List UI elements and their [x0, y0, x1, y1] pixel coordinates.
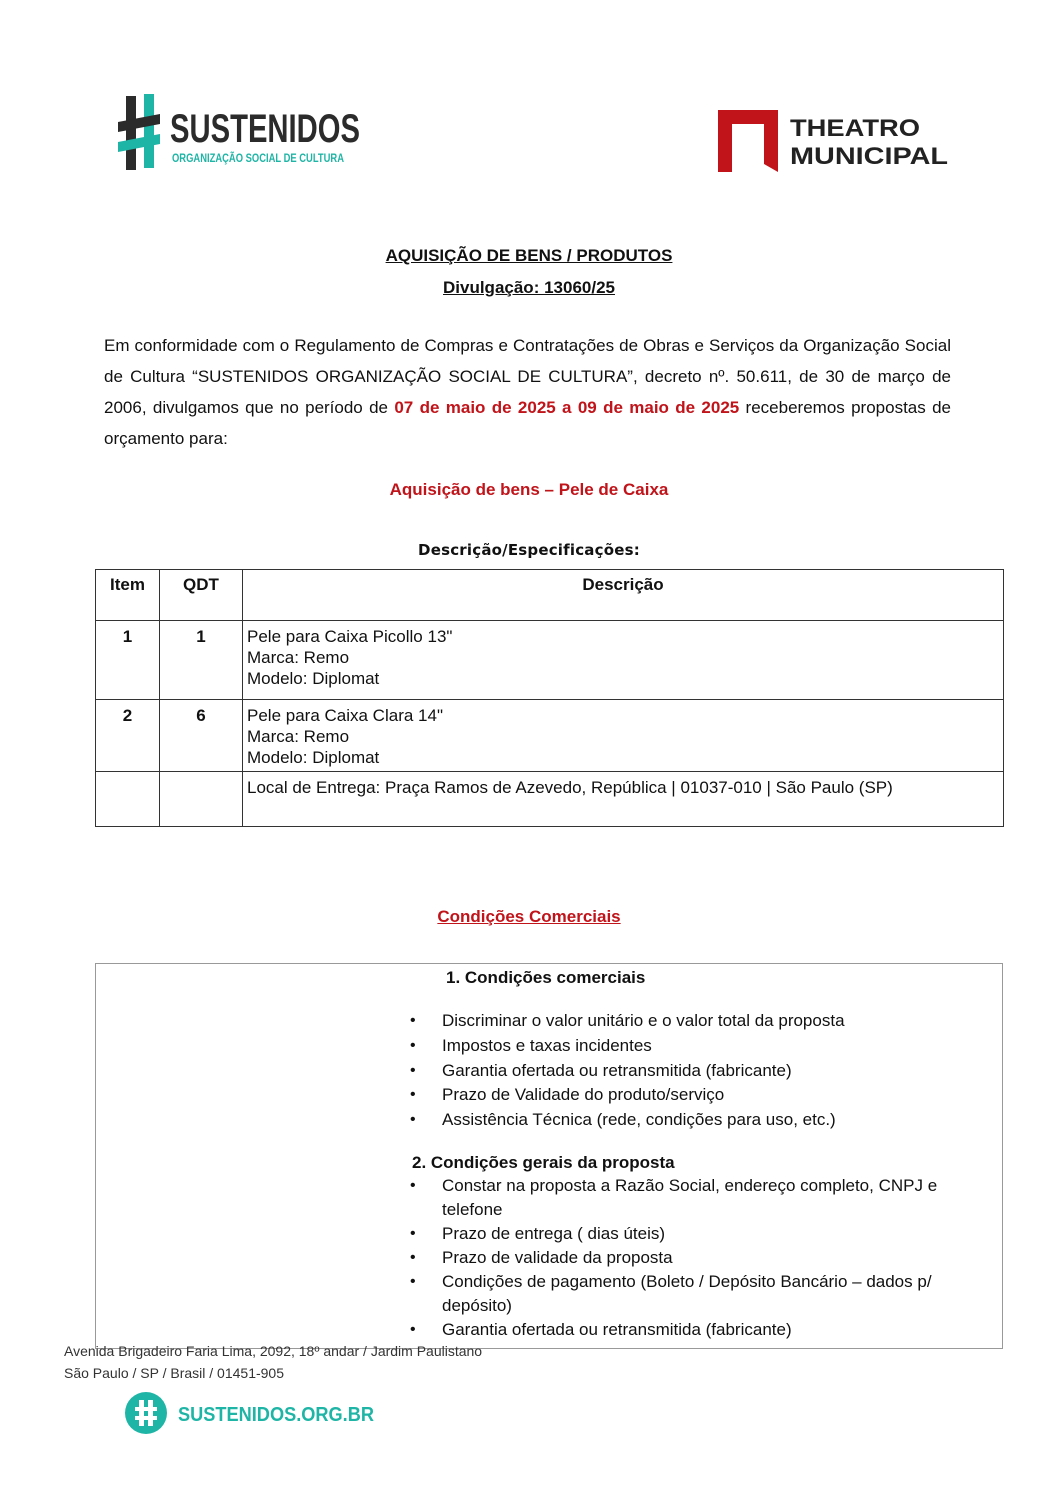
list-item: • Impostos e taxas incidentes [404, 1034, 984, 1058]
hash-circle-icon [125, 1392, 167, 1434]
footer-address-line2: São Paulo / SP / Brasil / 01451-905 [64, 1365, 284, 1381]
row-qty: 6 [160, 700, 243, 772]
row-brand: Marca: Remo [247, 648, 350, 667]
hash-icon [118, 94, 160, 170]
conditions-section2-list [404, 1174, 984, 1342]
document-subtitle: Divulgação: 13060/25 [443, 278, 615, 297]
row-model: Modelo: Diplomat [247, 669, 380, 688]
website-link[interactable]: SUSTENIDOS.ORG.BR [178, 1404, 375, 1426]
footer-website-logo [124, 1391, 384, 1435]
header-qty: QDT [160, 570, 243, 621]
list-item: • Prazo de validade da proposta [404, 1246, 984, 1270]
header-description: Descrição [243, 570, 1004, 621]
table-row [96, 621, 1004, 700]
row-product: Pele para Caixa Clara 14" [247, 706, 443, 725]
list-item: • Prazo de entrega ( dias úteis) [404, 1222, 984, 1246]
list-item: • Discriminar o valor unitário e o valor total da proposta [404, 1009, 984, 1033]
delivery-row [96, 772, 1004, 827]
intro-paragraph [104, 330, 951, 454]
row-description [243, 621, 1004, 700]
intro-period: 07 de maio de 2025 a 09 de maio de 2025 [394, 398, 740, 417]
theatro-municipal-logo [716, 108, 956, 174]
intro-text-after: receberemos propostas de orçamento para: [104, 398, 951, 448]
empty-cell [96, 772, 160, 827]
table-header-row [96, 570, 1004, 621]
footer-address-line1: Avenida Brigadeiro Faria Lima, 2092, 18º andar / Jardim Paulistano [64, 1343, 483, 1359]
delivery-location: Local de Entrega: Praça Ramos de Azevedo, República | 01037-010 | São Paulo (SP) [243, 772, 1004, 827]
row-description [243, 700, 1004, 772]
logo-tagline: ORGANIZAÇÃO SOCIAL DE CULTURA [172, 151, 392, 165]
list-item: • Constar na proposta a Razão Social, endereço completo, CNPJ e telefone [404, 1174, 984, 1222]
list-item: • Condições de pagamento (Boleto / Depósito Bancário – dados p/ depósito) [404, 1270, 984, 1318]
conditions-section1-title: 1. Condições comerciais [446, 968, 646, 987]
row-item: 1 [96, 621, 160, 700]
logo-wordmark: SUSTENIDOS [170, 107, 360, 151]
row-product: Pele para Caixa Picollo 13" [247, 627, 453, 646]
table-row [96, 700, 1004, 772]
items-table [95, 569, 1004, 827]
subject-heading: Aquisição de bens – Pele de Caixa [389, 480, 669, 499]
header-item: Item [96, 570, 160, 621]
logo-line2: MUNICIPAL [790, 143, 948, 170]
spec-heading: Descrição/Especificações: [418, 541, 640, 559]
row-item: 2 [96, 700, 160, 772]
logo-line1: THEATRO [790, 115, 920, 142]
sustenidos-logo [116, 94, 392, 172]
theatro-arch-icon [718, 110, 778, 172]
row-qty: 1 [160, 621, 243, 700]
document-title: AQUISIÇÃO DE BENS / PRODUTOS [385, 246, 673, 265]
conditions-section2-title: 2. Condições gerais da proposta [412, 1153, 675, 1172]
row-model: Modelo: Diplomat [247, 748, 380, 767]
list-item: • Garantia ofertada ou retransmitida (fabricante) [404, 1059, 984, 1083]
list-item: • Assistência Técnica (rede, condições para uso, etc.) [404, 1108, 984, 1132]
empty-cell [160, 772, 243, 827]
row-brand: Marca: Remo [247, 727, 350, 746]
intro-text-before: Em conformidade com o Regulamento de Compras e Contratações de Obras e Serviços da Organização Social de Cultura “SUSTENIDOS ORGANIZAÇÃO SOCIAL DE CULTURA”, decreto nº. 50.611, de 30 de março de 2006, divulgamos que no período de [104, 336, 951, 417]
conditions-section1-list [404, 1009, 984, 1133]
list-item: • Garantia ofertada ou retransmitida (fabricante) [404, 1318, 984, 1342]
list-item: • Prazo de Validade do produto/serviço [404, 1083, 984, 1107]
conditions-title: Condições Comerciais [437, 907, 621, 926]
